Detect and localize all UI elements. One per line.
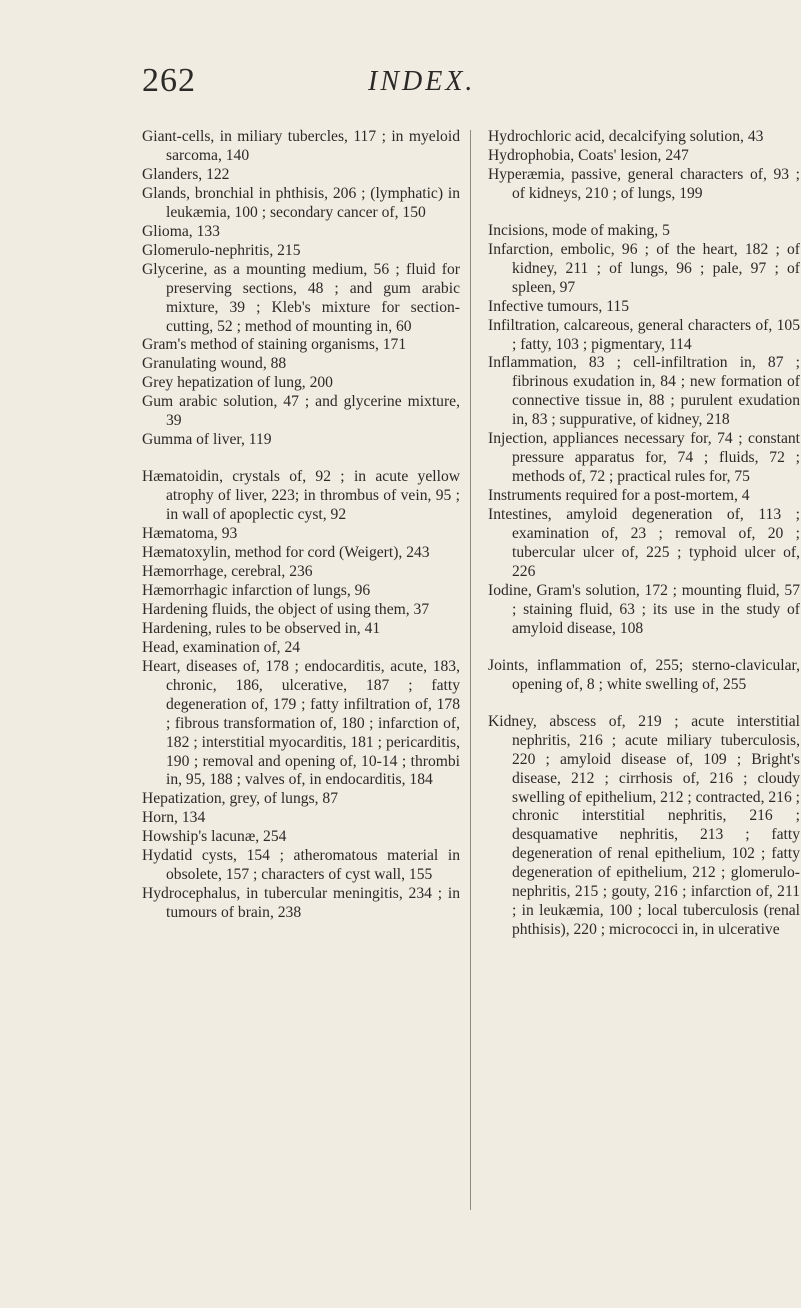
page-number: 262 (142, 62, 196, 99)
index-column-right (488, 128, 800, 940)
index-entry: Hæmorrhage, cerebral, 236 (142, 562, 313, 580)
index-entry: Head, examination of, 24 (142, 638, 301, 656)
index-entry: Hydrocephalus, in tubercular meningitis, 234 ; in tumours of brain, 238 (142, 885, 460, 922)
index-entry: Hyperæmia, passive, general characters of, 93 ; of kidneys, 210 ; of lungs, 199 (488, 165, 800, 202)
index-entry: Hardening fluids, the object of using them, 37 (142, 600, 430, 618)
index-entry: Hydrophobia, Coats' lesion, 247 (488, 146, 689, 164)
index-entry: Kidney, abscess of, 219 ; acute interstitial nephritis, 216 ; acute miliary tuberculosis, 220 ; amyloid disease of, 109 ; Bright's disease, 212 ; cirrhosis of, 216 ; cloudy swelling of epithelium, 212 ; contracted, 216 ; chronic interstitial nephritis, 216 ; desquamative nephritis, 213 ; fatty degeneration of renal epithelium, 102 ; fatty degeneration of epithelium, 212 ; glomerulo-nephritis, 215 ; gouty, 216 ; infarction of, 211 ; in leukæmia, 100 ; local tuberculosis (renal phthisis), 220 ; micrococci in, in ulcerative (488, 712, 800, 939)
index-entry: Glomerulo-nephritis, 215 (142, 241, 301, 259)
index-entry: Howship's lacunæ, 254 (142, 828, 287, 846)
index-entry: Hæmatoxylin, method for cord (Weigert), 243 (142, 544, 430, 562)
index-column-left (142, 128, 460, 923)
column-divider (470, 130, 471, 1210)
index-entry: Horn, 134 (142, 809, 206, 827)
index-entry: Glioma, 133 (142, 222, 220, 240)
index-entry: Glanders, 122 (142, 165, 230, 183)
index-entry: Hæmorrhagic infarction of lungs, 96 (142, 581, 371, 599)
index-entry: Hydatid cysts, 154 ; atheromatous material in obsolete, 157 ; characters of cyst wall, 155 (142, 847, 460, 884)
index-entry: Joints, inflammation of, 255; sterno-clavicular, opening of, 8 ; white swelling of, 255 (488, 656, 800, 693)
index-entry: Infarction, embolic, 96 ; of the heart, 182 ; of kidney, 211 ; of lungs, 96 ; pale, 97 ; of spleen, 97 (488, 240, 800, 296)
index-entry: Infiltration, calcareous, general characters of, 105 ; fatty, 103 ; pigmentary, 114 (488, 316, 800, 353)
index-entry: Iodine, Gram's solution, 172 ; mounting fluid, 57 ; staining fluid, 63 ; its use in the study of amyloid disease, 108 (488, 581, 800, 637)
index-entry: Gum arabic solution, 47 ; and glycerine mixture, 39 (142, 393, 460, 430)
index-entry: Granulating wound, 88 (142, 355, 287, 373)
index-entry: Infective tumours, 115 (488, 297, 630, 315)
index-entry: Glands, bronchial in phthisis, 206 ; (lymphatic) in leukæmia, 100 ; secondary cancer of, 150 (142, 184, 460, 221)
index-entry: Gram's method of staining organisms, 171 (142, 336, 407, 354)
index-entry: Giant-cells, in miliary tubercles, 117 ; in myeloid sarcoma, 140 (142, 128, 460, 164)
index-entry: Hydrochloric acid, decalcifying solution, 43 (488, 128, 764, 145)
index-entry: Incisions, mode of making, 5 (488, 221, 670, 239)
index-entry: Intestines, amyloid degeneration of, 113 ; examination of, 23 ; removal of, 20 ; tubercular ulcer of, 225 ; typhoid ulcer of, 226 (488, 506, 800, 580)
index-entry: Injection, appliances necessary for, 74 ; constant pressure apparatus for, 74 ; fluids, 72 ; methods of, 72 ; practical rules for, 75 (488, 430, 800, 486)
index-entry: Grey hepatization of lung, 200 (142, 374, 333, 392)
index-entry: Heart, diseases of, 178 ; endocarditis, acute, 183, chronic, 186, ulcerative, 187 ; fatty degeneration of, 179 ; fatty infiltration of, 178 ; fibrous transformation of, 180 ; infarction of, 182 ; interstitial myocarditis, 181 ; pericarditis, 190 ; removal and opening of, 10-14 ; thrombi in, 95, 188 ; valves of, in endocarditis, 184 (142, 657, 460, 789)
running-title: INDEX. (368, 66, 476, 97)
index-entry: Hæmatoidin, crystals of, 92 ; in acute yellow atrophy of liver, 223; in thrombus of vein, 95 ; in wall of apoplectic cyst, 92 (142, 468, 460, 524)
index-entry: Inflammation, 83 ; cell-infiltration in, 87 ; fibrinous exudation in, 84 ; new formation of connective tissue in, 88 ; purulent exudation in, 83 ; suppurative, of kidney, 218 (488, 354, 800, 429)
index-entry: Glycerine, as a mounting medium, 56 ; fluid for preserving sections, 48 ; and gum arabic mixture, 39 ; Kleb's mixture for section-cutting, 52 ; method of mounting in, 60 (142, 260, 460, 335)
index-entry: Hæmatoma, 93 (142, 525, 238, 543)
index-entry: Gumma of liver, 119 (142, 431, 272, 449)
index-entry: Instruments required for a post-mortem, 4 (488, 487, 750, 505)
index-entry: Hepatization, grey, of lungs, 87 (142, 790, 339, 808)
index-entry: Hardening, rules to be observed in, 41 (142, 619, 381, 637)
